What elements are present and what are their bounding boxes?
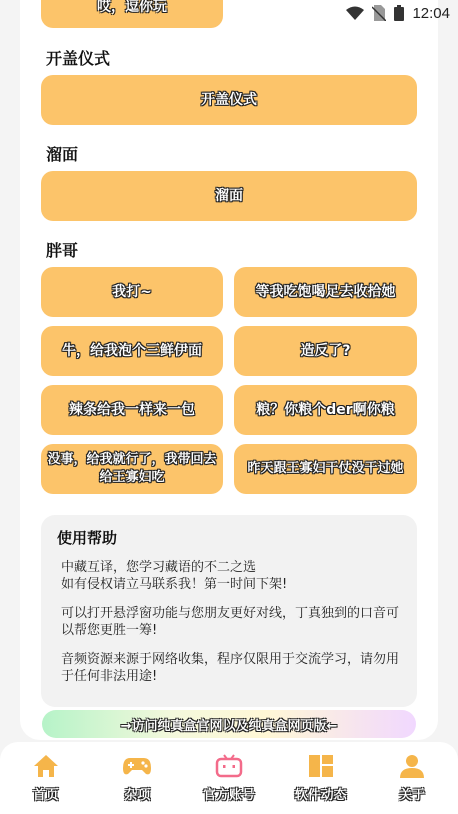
tv-icon bbox=[215, 754, 243, 778]
sound-button[interactable]: 没事，给我就行了，我带回去给王寡妇吃 bbox=[41, 444, 223, 494]
help-paragraph: 中藏互译，您学习藏语的不二之选 如有侵权请立马联系我！第一时间下架! bbox=[61, 560, 288, 592]
sound-button[interactable]: 粮？你粮个der啊你粮 bbox=[234, 385, 417, 435]
help-paragraph: 音频资源来源于网络收集，程序仅限用于交流学习，请勿用于任何非法用途! bbox=[61, 652, 400, 684]
website-link[interactable]: →访问纯真盒官网以及纯真盒网页版← bbox=[42, 710, 416, 738]
nav-home[interactable] bbox=[1, 754, 91, 803]
status-bar bbox=[0, 0, 458, 26]
sound-button[interactable]: 牛，给我泡个三鲜伊面 bbox=[41, 326, 223, 376]
battery-icon bbox=[394, 5, 404, 21]
joke-button[interactable]: 哎，逗你玩 bbox=[41, 0, 223, 28]
bottom-nav bbox=[0, 742, 458, 814]
wifi-icon bbox=[346, 6, 364, 20]
nav-label: 官方账号 bbox=[202, 788, 255, 803]
gamepad-icon bbox=[122, 754, 152, 778]
section-title-liumian: 溜面 bbox=[46, 145, 79, 164]
user-icon bbox=[399, 754, 425, 778]
home-icon bbox=[33, 754, 59, 778]
clock: 12:04 bbox=[412, 4, 450, 22]
sound-button[interactable]: 造反了? bbox=[234, 326, 417, 376]
help-title: 使用帮助 bbox=[57, 529, 118, 547]
sound-button[interactable]: 等我吃饱喝足去收拾她 bbox=[234, 267, 417, 317]
section-title-pangge: 胖哥 bbox=[46, 241, 79, 260]
sound-button[interactable]: 昨天跟王寡妇干仗没干过她 bbox=[234, 444, 417, 494]
nav-misc[interactable] bbox=[92, 754, 182, 803]
nav-about[interactable] bbox=[367, 754, 457, 803]
sound-button[interactable]: 辣条给我一样来一包 bbox=[41, 385, 223, 435]
nav-label: 软件动态 bbox=[294, 788, 347, 803]
nav-label: 杂项 bbox=[124, 788, 151, 803]
nav-label: 首页 bbox=[32, 788, 59, 803]
nav-label: 关于 bbox=[399, 788, 426, 803]
nav-official[interactable] bbox=[184, 754, 274, 803]
kaigai-button[interactable]: 开盖仪式 bbox=[41, 75, 417, 125]
section-title-kaigai: 开盖仪式 bbox=[46, 49, 111, 68]
no-sim-icon bbox=[372, 5, 386, 21]
dashboard-icon bbox=[308, 754, 334, 778]
help-box bbox=[41, 515, 417, 707]
sound-button[interactable]: 我打~ bbox=[41, 267, 223, 317]
help-paragraph: 可以打开悬浮窗功能与您朋友更好对线，丁真独到的口音可以帮您更胜一筹! bbox=[61, 606, 400, 638]
nav-news[interactable] bbox=[276, 754, 366, 803]
liumian-button[interactable]: 溜面 bbox=[41, 171, 417, 221]
